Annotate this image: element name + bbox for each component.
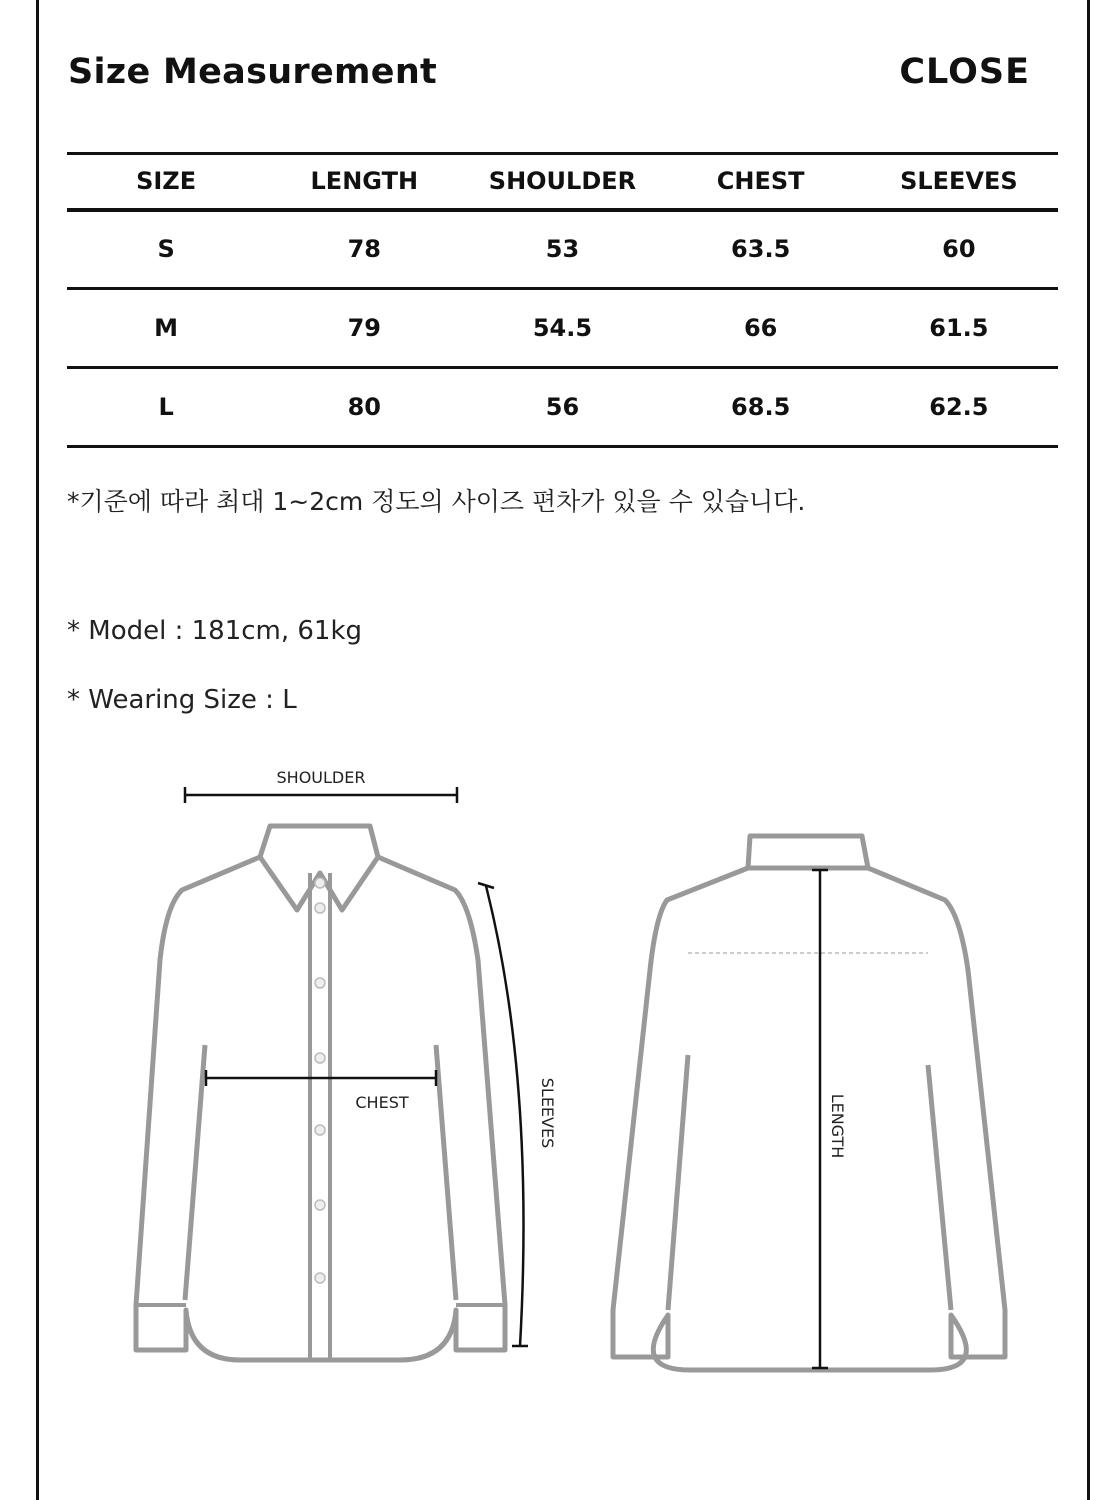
cell: 54.5 [532, 314, 593, 342]
cell: 53 [545, 235, 580, 264]
column-header: LENGTH [310, 167, 419, 196]
cell: 78 [347, 235, 381, 264]
cell: 63.5 [731, 235, 791, 264]
cell: 60 [942, 235, 976, 264]
cell: 68.5 [731, 393, 791, 421]
cell: 56 [545, 393, 580, 421]
cell: M [154, 314, 179, 342]
column-header: SLEEVES [900, 167, 1018, 196]
cell: S [157, 235, 175, 264]
front-shirt-illustration [136, 826, 505, 1360]
close-button[interactable]: CLOSE [899, 52, 1030, 92]
cell: 79 [347, 314, 381, 342]
cell: L [158, 393, 174, 421]
column-header: SIZE [136, 167, 197, 196]
column-header: SHOULDER [488, 167, 637, 196]
page-title: Size Measurement [68, 52, 438, 92]
size-deviation-note: *기준에 따라 최대 1~2cm 정도의 사이즈 편차가 있을 수 있습니다. [67, 487, 806, 516]
column-header: CHEST [716, 167, 805, 196]
cell: 80 [347, 393, 381, 421]
shoulder-label: SHOULDER [276, 768, 366, 787]
cell: 66 [743, 314, 778, 342]
cell: 61.5 [929, 314, 989, 342]
back-shirt-illustration [613, 836, 1005, 1370]
wearing-size: * Wearing Size : L [67, 685, 297, 715]
cell: 62.5 [929, 393, 989, 421]
chest-label: CHEST [355, 1093, 409, 1112]
sleeves-label: SLEEVES [538, 1077, 557, 1149]
model-info: * Model : 181cm, 61kg [67, 616, 363, 646]
length-label: LENGTH [828, 1093, 847, 1159]
